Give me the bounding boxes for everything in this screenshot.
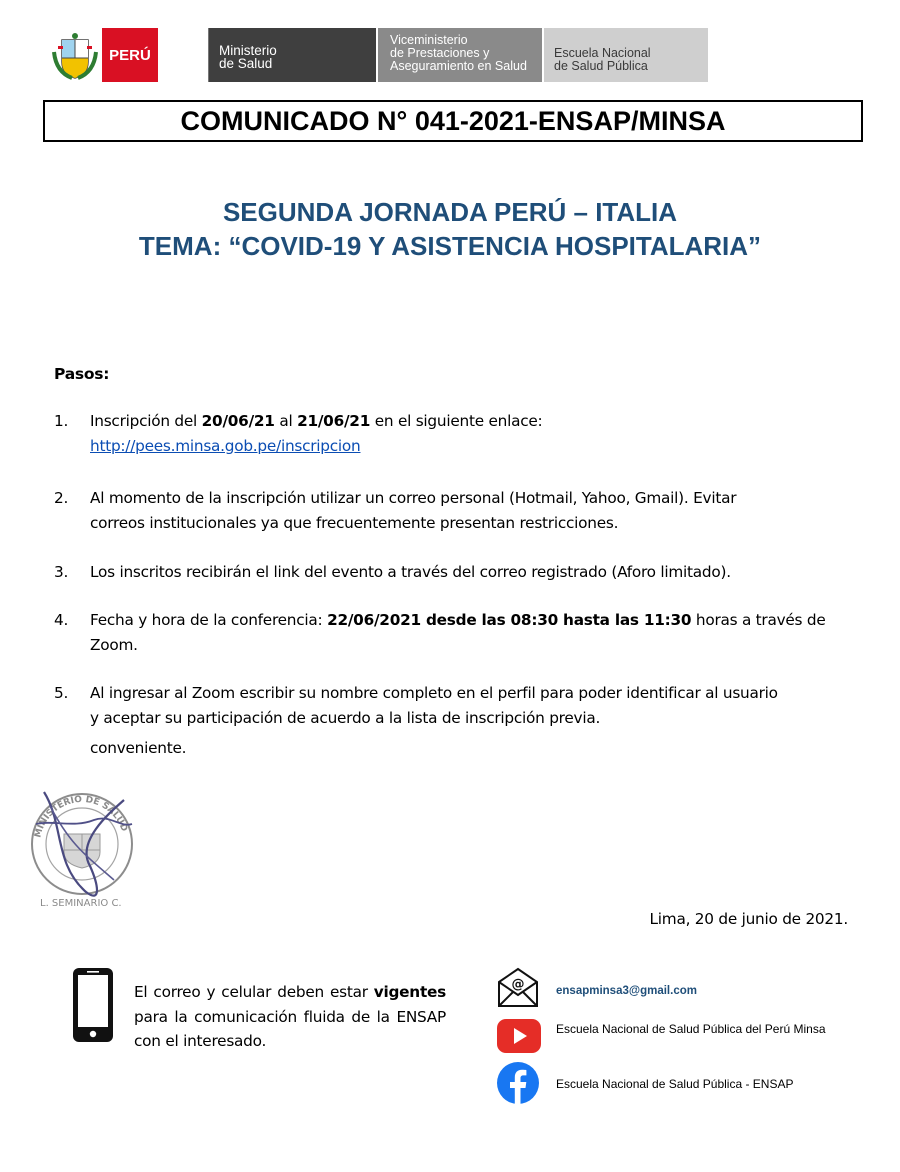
contact-youtube[interactable]: Escuela Nacional de Salud Pública del Perú Minsa bbox=[556, 1022, 826, 1036]
facebook-icon[interactable] bbox=[496, 1061, 540, 1105]
contact-email[interactable]: ensapminsa3@gmail.com bbox=[556, 985, 697, 997]
peru-coat-of-arms-icon bbox=[52, 32, 98, 80]
step-1-start-date: 20/06/21 bbox=[201, 412, 275, 430]
seal-ring-text: MINISTERIO DE SALUD bbox=[33, 794, 129, 839]
step-number: 5. bbox=[54, 684, 69, 702]
step-5-line-1: Al ingresar al Zoom escribir su nombre completo en el perfil para poder identificar al usuario bbox=[90, 684, 778, 702]
step-4-line-2: Zoom. bbox=[90, 635, 138, 654]
step-4-text bbox=[90, 608, 860, 657]
step-1-end-date: 21/06/21 bbox=[297, 412, 371, 430]
step-5-text bbox=[90, 681, 860, 755]
step-number: 4. bbox=[54, 611, 69, 629]
seal-bottom-text: L. SEMINARIO C. bbox=[40, 898, 122, 909]
headline-line-2: TEMA: “COVID-19 Y ASISTENCIA HOSPITALARIA” bbox=[138, 231, 762, 261]
email-envelope-icon bbox=[496, 966, 540, 1008]
step-3-text: Los inscritos recibirán el link del evento a través del correo registrado (Aforo limitado). bbox=[90, 563, 731, 581]
step-4-text-b: horas a través de bbox=[691, 611, 826, 629]
notice-bold: vigentes bbox=[373, 983, 446, 1001]
notice-text-b: para la comunicación fluida de la ENSAP con el interesado. bbox=[134, 1007, 446, 1050]
pasos-label: Pasos: bbox=[54, 365, 110, 383]
youtube-icon[interactable] bbox=[496, 1017, 542, 1055]
contact-notice bbox=[134, 980, 446, 1054]
official-seal-stamp bbox=[24, 784, 138, 910]
step-5-line-2: y aceptar su participación de acuerdo a la lista de inscripción previa. bbox=[90, 708, 601, 727]
step-2-line-1: Al momento de la inscripción utilizar un correo personal (Hotmail, Yahoo, Gmail). Evitar bbox=[90, 489, 737, 507]
registration-link[interactable]: http://pees.minsa.gob.pe/inscripcion bbox=[90, 436, 361, 455]
escuela-line-1: Escuela Nacional bbox=[554, 46, 651, 60]
step-2-line-2: correos institucionales ya que frecuentemente presentan restricciones. bbox=[90, 513, 619, 532]
contact-facebook[interactable]: Escuela Nacional de Salud Pública - ENSAP bbox=[556, 1077, 794, 1091]
peru-label: PERÚ bbox=[102, 28, 158, 82]
escuela-nacional-block bbox=[544, 28, 708, 82]
comunicado-title: COMUNICADO N° 041-2021-ENSAP/MINSA bbox=[43, 100, 863, 142]
step-5-line-3: conveniente. bbox=[90, 739, 187, 757]
date-line: Lima, 20 de junio de 2021. bbox=[649, 910, 848, 928]
ministerio-line-2: de Salud bbox=[219, 56, 273, 71]
step-4-schedule: 22/06/2021 desde las 08:30 hasta las 11:30 bbox=[327, 611, 692, 629]
ministerio-line-1: Ministerio bbox=[219, 43, 277, 58]
viceministerio-line-3: Aseguramiento en Salud bbox=[390, 59, 527, 73]
step-4-text-a: Fecha y hora de la conferencia: bbox=[90, 611, 328, 629]
step-number: 1. bbox=[54, 412, 69, 430]
institutional-header bbox=[52, 28, 658, 82]
step-1-text-a: Inscripción del bbox=[90, 412, 202, 430]
step-1-text bbox=[90, 409, 860, 458]
headline-line-1: SEGUNDA JORNADA PERÚ – ITALIA bbox=[222, 197, 678, 227]
svg-text:@: @ bbox=[511, 977, 525, 992]
viceministerio-line-2: de Prestaciones y bbox=[390, 46, 490, 60]
peru-brand bbox=[102, 28, 208, 82]
notice-text-a: El correo y celular deben estar bbox=[134, 983, 374, 1001]
viceministerio-line-1: Viceministerio bbox=[390, 33, 468, 47]
mobile-phone-icon bbox=[71, 966, 115, 1044]
step-1-text-c: en el siguiente enlace: bbox=[370, 412, 543, 430]
viceministerio-block bbox=[378, 28, 542, 82]
escuela-line-2: de Salud Pública bbox=[554, 59, 648, 73]
step-number: 2. bbox=[54, 489, 69, 507]
ministerio-de-salud-block bbox=[208, 28, 376, 82]
step-number: 3. bbox=[54, 563, 69, 581]
step-1-text-b: al bbox=[274, 412, 298, 430]
step-2-text bbox=[90, 486, 860, 535]
